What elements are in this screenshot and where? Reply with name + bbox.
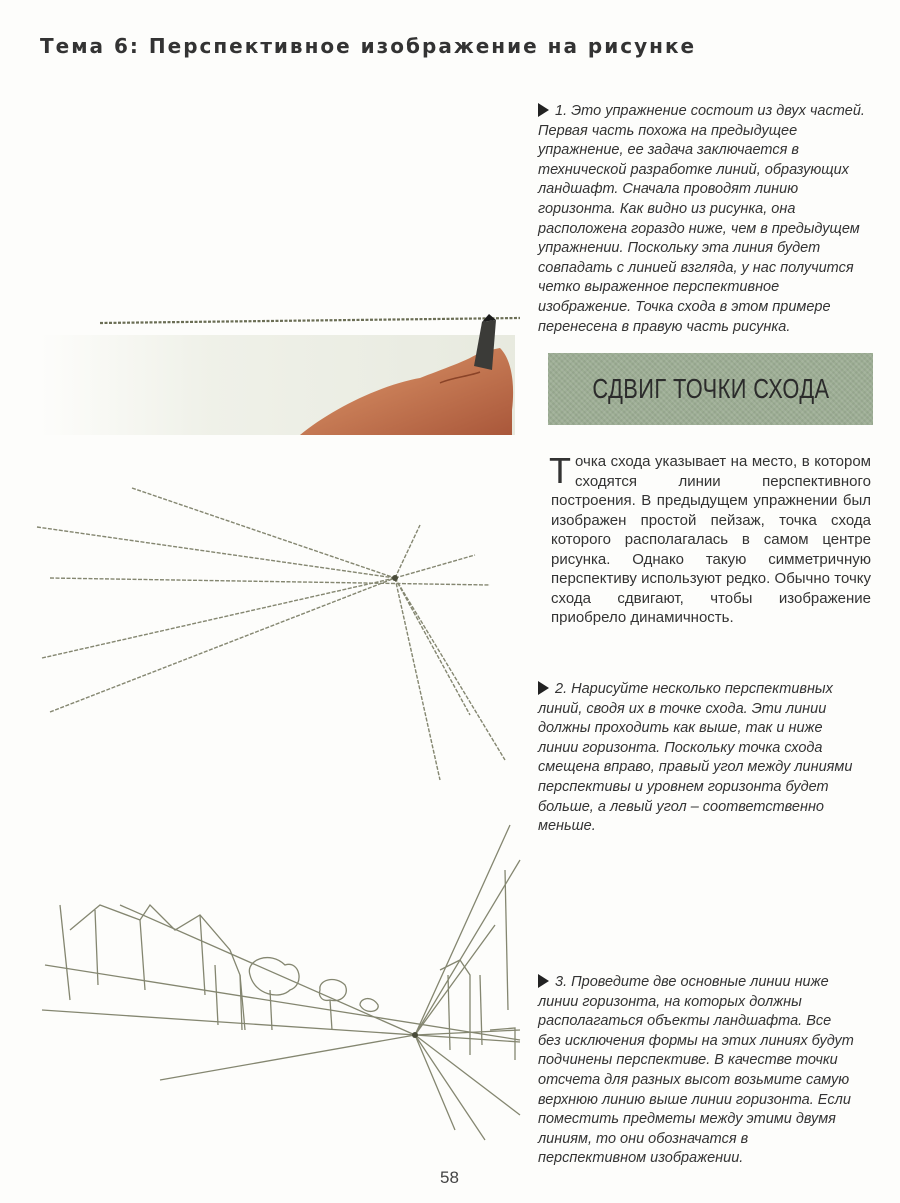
step-body: Это упражнение состоит из двух частей. Первая часть похожа на предыдущее упражнение, ее задача заключается в технической разработке линий, образующих ландшафт. Сначала проводят линию горизонта. Как видно из рисунка, она расположена гораздо ниже, чем в предыдущем упражнении. Поскольку эта линия будет совпадать с линией взгляда, у нас получится четко выраженное перспективное изображение. Точка схода в этом примере перенесена в правую часть рисунка. (538, 103, 865, 335)
section-heading: СДВИГ ТОЧКИ СХОДА (591, 373, 830, 404)
step-body: Нарисуйте несколько перспективных линий, сводя их в точке схода. Эти линии должны проходить как выше, так и ниже линии горизонта. Поскольку точка схода смещена вправо, правый угол между линиями перспективы и уровнем горизонта будет больше, а левый угол – соответственно меньше. (538, 681, 853, 835)
step-body: Проведите две основные линии ниже линии горизонта, на которых должны располагаться объекты ландшафта. Все без исключения формы на этих линиях будут подчинены перспективе. В качестве точки отсчета для разных высот возьмите самую верхнюю линию выше линии горизонта. Если поместить предметы между этими двумя линиям, то они обозначатся в перспективном изображении. (538, 974, 854, 1167)
step-number: 3. (555, 974, 568, 990)
step-number: 2. (555, 681, 568, 697)
step-number: 1. (555, 103, 568, 119)
page-title: Тема 6: Перспективное изображение на рисунке (40, 34, 697, 58)
step-3-text (538, 973, 858, 1169)
page-number: 58 (440, 1168, 459, 1187)
dropcap: Т (549, 450, 571, 491)
section-body-text: очка схода указывает на место, в котором сходятся линии перспективного построения. В предыдущем упражнении был изображен простой пейзаж, точка схода которого располагалась в самом центре рисунка. Однако такую симметричную перспективу используют редко. Обычно точку схода сдвигают, чтобы изображение приобрело динамичность. (551, 453, 871, 626)
triangle-marker-icon (538, 974, 549, 988)
